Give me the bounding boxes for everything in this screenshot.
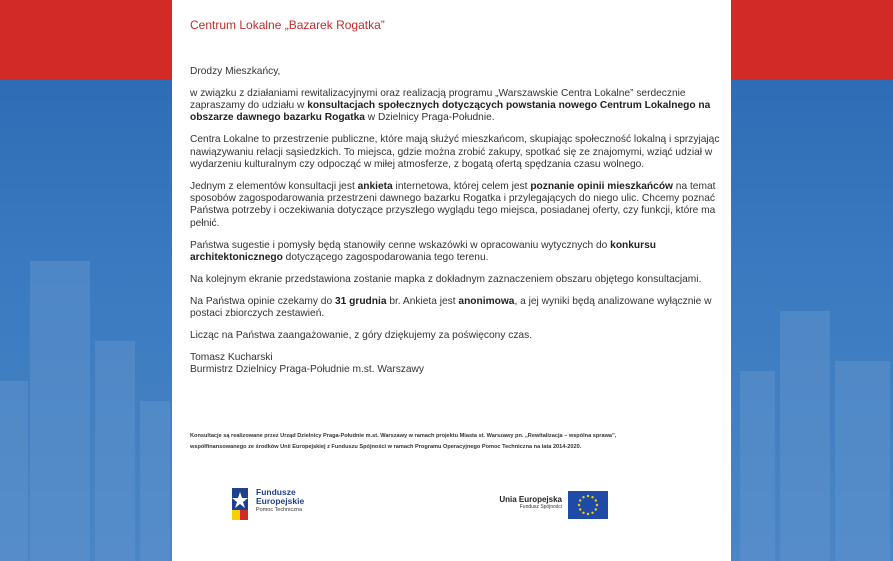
signature-name: Tomasz Kucharski xyxy=(190,351,273,363)
ue-line-1: Unia Europejska xyxy=(499,495,562,504)
ue-line-2: Fundusz Spójności xyxy=(519,504,562,510)
footnote-line-2: współfinansowanego ze środków Unii Europejskiej z Funduszu Spójności w ramach Programu Operacyjnego Pomoc Techniczna na lata 2014-2020. xyxy=(190,444,582,450)
footnote-line-1: Konsultacje są realizowane przez Urząd Dzielnicy Praga-Południe m.st. Warszawy w ramach projektu Miasta st. Warszawy pn. „Rewitalizacja – wspólna sprawa”, xyxy=(190,433,617,439)
signature xyxy=(190,352,725,377)
unia-europejska-logo xyxy=(492,489,612,521)
fe-line-2: Europejskie xyxy=(256,496,305,506)
paragraph-2: Centra Lokalne to przestrzenie publiczne, które mają służyć mieszkańcom, skupiając społeczność lokalną i sprzyjając nawiązywaniu relacji sąsiedzkich. To miejsca, gdzie można zrobić zakupy, spotkać się ze znajomymi, wziąć udział w wydarzeniu kulturalnym czy odpocząć w miłej atmosferze, z bogatą ofertą spędzania czasu wolnego. xyxy=(190,134,720,170)
paragraph-6: Na Państwa opinie czekamy do 31 grudnia br. Ankieta jest anonimowa, a jej wyniki będą analizowane wyłącznie w postaci zbiorczych zestawień. xyxy=(190,295,712,320)
greeting: Drodzy Mieszkańcy, xyxy=(190,66,281,77)
funding-footnote xyxy=(190,431,715,453)
paragraph-7: Licząc na Państwa zaangażowanie, z góry dziękujemy za poświęcony czas. xyxy=(190,329,533,341)
fe-star-icon xyxy=(230,486,252,522)
page-title: Centrum Lokalne „Bazarek Rogatka” xyxy=(190,18,385,32)
paragraph-1: w związku z działaniami rewitalizacyjnymi oraz realizacją programu „Warszawskie Centra Lokalne” serdecznie zapraszamy do udziału w konsultacjach społecznych dotyczących powstania nowego Centrum Lokalnego na obszarze dawnego bazarku Rogatka w Dzielnicy Praga-Południe. xyxy=(190,87,711,124)
paragraph-3: Jednym z elementów konsultacji jest ankieta internetowa, której celem jest poznanie opinii mieszkańców na temat sposobów zagospodarowania przestrzeni dawnego bazarku Rogatka i przylegających do niego ulic. Chcemy poznać Państwa potrzeby i oczekiwania dotyczące przyszłego wyglądu tego miejsca, posiadanej oferty, czy funkcji, które ma pełnić. xyxy=(190,180,716,229)
fundusze-europejskie-logo xyxy=(230,486,320,522)
letter-content xyxy=(190,66,725,376)
letter-panel xyxy=(172,0,731,561)
paragraph-4: Państwa sugestie i pomysły będą stanowiły cenne wskazówki w opracowaniu wytycznych do konkursu architektonicznego dotyczącego zagospodarowania tego terenu. xyxy=(190,239,657,263)
fe-line-1: Fundusze xyxy=(256,487,296,497)
paragraph-5: Na kolejnym ekranie przedstawiona zostanie mapka z dokładnym zaznaczeniem obszaru objętego konsultacjami. xyxy=(190,273,702,285)
eu-flag-icon xyxy=(568,491,608,519)
signature-role: Burmistrz Dzielnicy Praga-Południe m.st. Warszawy xyxy=(190,364,424,376)
fe-line-3: Pomoc Techniczna xyxy=(256,507,303,513)
